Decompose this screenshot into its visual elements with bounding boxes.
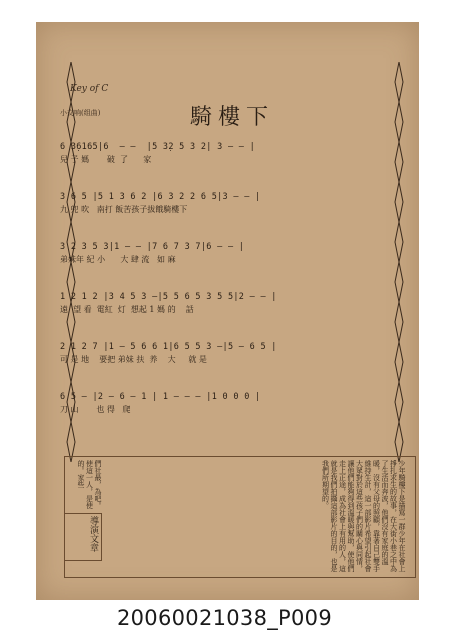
staff-notes: 3 2 3 5 3|1 — — |7 6 7 3 7|6 — — | bbox=[60, 242, 245, 252]
staff-notes: 6 3̣6165|6 — — |5 3̣2 5 3 2| 3 — — | bbox=[60, 142, 256, 152]
staff-lyrics: 刀 山 也 得 爬 bbox=[60, 405, 131, 414]
staff-lyrics: 兒 子 媽 破 了 家 bbox=[60, 155, 152, 164]
article-left-column: 們社最，為吧。使這一人，是使的。家些 bbox=[77, 460, 102, 509]
archive-id-caption: 20060021038_P009 bbox=[116, 606, 332, 630]
staff-notes: 6 5 — |2 — 6 — 1 | 1 — — — |1 0 0 0 | bbox=[60, 392, 261, 402]
staff-notes: 2 1 2 7 |1 — 5 6 6 1|6 5 5 3 —|5 — 6 5 | bbox=[60, 342, 277, 352]
article-label: 導演文章 bbox=[64, 513, 102, 561]
staff-line bbox=[60, 292, 360, 315]
song-subtitle: 小交响(组曲) bbox=[60, 109, 101, 117]
staff-notes: 1 2 1 2 |3 4 5 3 —|5 5 6 5 3 5 5|2 — — | bbox=[60, 292, 277, 302]
staff-line bbox=[60, 192, 360, 215]
decorative-border-right bbox=[394, 62, 404, 462]
staff-line bbox=[60, 142, 360, 165]
staff-lyrics: 可 是 地 要把 弟妹 扶 养 大 就 是 bbox=[60, 355, 207, 364]
song-title: 騎樓下 bbox=[190, 105, 275, 130]
staff-line bbox=[60, 242, 360, 265]
staff-lyrics: 遠 望 看 電紅 灯 想起 1 媽 的 話 bbox=[60, 305, 194, 314]
staff-lyrics: 弟妹年 紀 小 大 肆 流 如 麻 bbox=[60, 255, 176, 264]
handwritten-note: Key of C bbox=[70, 84, 109, 94]
staff-line bbox=[60, 342, 360, 365]
staff-lyrics: 九 兜 吹 南打 飯苦孩子拔餓騎樓下 bbox=[60, 205, 188, 214]
article-body: 少年騎樓下是描寫一群少年在社會上掙扎求生的故事，在大街小巷之中為了生活而奔波，他們沒有家庭的溫暖，沒有父母的照顧，靠著自己雙手維持生計，這一部影片希望引起社會大眾對於這些孩子們的關心與同情，讓他們能夠得到溫暖與幫助，使他們走上正途，成為社會上有用的人，這就是我們拍攝這部影片的目的，也是我們所期望的。 bbox=[321, 460, 406, 572]
staff-notes: 3 6 5 |5 1 3 6 2 |6 3 2 2 6 5|3 — — | bbox=[60, 192, 261, 202]
staff-line bbox=[60, 392, 360, 415]
